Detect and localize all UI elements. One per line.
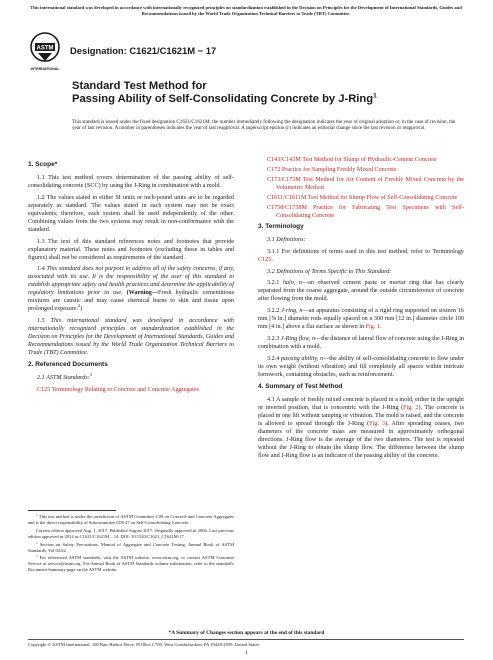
copyright-line: Copyright © ASTM International, 100 Barr Harbor Drive, PO Box C700, West Conshohocken, PA 19428-2959. United States [28,639,464,647]
para-2-1: 2.1 ASTM Standards:$^3$ [37,371,92,381]
para-1-2: 1.2 The values stated in either SI units or inch-pound units are to be regarded separately as standard. The values stated in each system may not be exact equivalents; therefore, each system shall be used independently of the other. Combining values from the two systems may result in non-conformance with the standard. [28,194,234,233]
svg-text:INTERNATIONAL: INTERNATIONAL [30,67,60,71]
page-number: 1 [245,650,248,656]
fig-3-link[interactable]: Fig. 3 [369,420,386,427]
footnotes [28,514,234,575]
terminology-heading: 3. Terminology [258,223,304,230]
para-1-3: 1.3 The text of this standard references notes and footnotes that provide explanatory material. These notes and footnotes (excluding those in tables and figures) shall not be considered as requirements of the standard. [28,238,234,261]
designation: Designation: C1621/C1621M − 17 [70,45,217,56]
para-3-2-2: 3.2.2 J-ring, n—an apparatus consisting of a rigid ring supported on sixteen 16 mm [⅝ in.] diameter rods equally spaced on a 300 mm [12 in.] diameter circle 100 mm [4 in.] above a flat surface as shown in Fig. 1. [258,308,464,331]
para-4-1: 4.1 A sample of freshly mixed concrete is placed in a mold, either in the upright or inverted position, that is concentric with the J-Ring (Fig. 2). The concrete is placed in one lift without tamping or vibration. The mold is raised, and the concrete is allowed to spread through the J-Ring (Fig. 3). After spreading ceases, two diameters of the concrete mass are measured in approximately orthogonal directions. J-Ring flow is the average of the two diameters. The test is repeated without the J-Ring to obtain the slump flow. The difference between the slump flow and J-Ring flow is an indicator of the passing ability of the concrete. [258,396,465,459]
summary-of-changes-note: *A Summary of Changes section appears at the end of this standard [168,630,325,636]
fig-1-link[interactable]: Fig. 1 [365,324,380,331]
footnote-1b: Current edition approved Aug. 1, 2017. Published August 2017. Originally approved in 2006. Last previous edition approved in 2014 as C1621/C1621M – 14. DOI: 10.1520/C1621_C1621M-17. [28,527,234,539]
title-line-1: Standard Test Method for [72,80,207,92]
para-1-1: 1.1 This test method covers determination of the passing ability of self-consolidating concrete (SCC) by using the J-Ring in combination with a mold. [28,175,234,189]
para-3-2-3: 3.2.3 J-Ring flow, n—the distance of lateral flow of concrete using the J-Ring in combination with a mold. [258,335,464,350]
top-notice: This international standard was developed in accordance with internationally recognized principles on standardization established in the Decision on Principles for the Development of International Standards, Guides and Recommendations issued by the World Trade Organization Technical Barriers to Trade (TBT) Committee. [30,5,462,16]
document-title [72,80,432,106]
footnote-3: $^3$ For referenced ASTM standards, visit the ASTM website, www.astm.org, or contact ASTM Customer Service at service@astm.org. For Annual Book of ASTM Standards volume information, refer to the standard's Document Summary page on the ASTM website. [28,553,234,573]
para-3-1-1: 3.1.1 For definitions of terms used in this test method, refer to Terminology C125. [258,248,464,263]
para-1-4: 1.4 This standard does not purport to address all of the safety concerns, if any, associated with its use. It is the responsibility of the user of this standard to establish appropriate safety and health practices and determine the applicability of regulatory limitations prior to use. (Warning—Fresh hydraulic cementitious mixtures are caustic and may cause chemical burns to skin and tissue upon prolonged exposure.$^2$) [28,266,234,313]
title-line-2: Passing Ability of Self-Consolidating Concrete by J-Ring$^1$ [72,92,377,105]
astm-logo [28,31,62,73]
right-column [258,156,464,463]
refs-heading: 2. Referenced Documents [28,360,108,368]
para-1-5: 1.5 This international standard was developed in accordance with internationally recognized principles on standardization established in the Decision on Principles for the Development of International Standards, Guides and Recommendations issued by the World Trade Organization Technical Barriers to Trade (TBT) Committee. [28,318,234,357]
ref-c125-inline[interactable]: C125 [258,256,272,263]
left-column [28,158,234,396]
para-3-2: 3.2 Definitions of Terms Specific to This Standard: [267,268,392,275]
para-3-2-1: 3.2.1 halo, n—an observed cement paste or mortar ring that has clearly separated from the coarse aggregate, around the outside circumference of concrete after flowing from the mold. [258,280,464,303]
ref-c1758[interactable]: C1758/C1758M Practice for Fabricating Test Specimens with Self-Consolidating Concrete [267,205,464,219]
summary-heading: 4. Summary of Test Method [258,382,343,390]
ref-c125[interactable]: C125 Terminology Relating to Concrete and Concrete Aggregates [37,386,199,393]
ref-c125-link[interactable]: C125 [37,386,51,393]
para-3-1: 3.1 Definitions: [267,237,306,243]
ref-c1611[interactable]: C1611/C1611M Test Method for Slump Flow of Self-Consolidating Concrete [267,195,458,201]
footnote-separator [28,510,116,511]
ref-c143[interactable]: C143/C143M Test Method for Slump of Hydraulic-Cement Concrete [267,157,437,163]
svg-text:ASTM: ASTM [36,45,54,52]
issued-note: This standard is issued under the fixed designation C1621/C1621M; the number immediately following the designation indicates the year of original adoption or, in the case of revision, the year of last revision. A number in parentheses indicates the year of last reapproval. A superscript epsilon (ε) indicates an editorial change since the last revision or reapproval. [72,119,456,132]
ref-c173[interactable]: C173/C173M Test Method for Air Content of Freshly Mixed Concrete by the Volumetric Method [267,177,464,191]
para-3-2-4: 3.2.4 passing ability, n—the ability of self-consolidating concrete to flow under its own weight (without vibration) and fill completely all spaces within intricate formwork, containing obstacles, such as reinforcement. [258,355,465,378]
ref-c172[interactable]: C172 Practice for Sampling Freshly Mixed Concrete [267,167,397,173]
footnote-1: $^1$ This test method is under the jurisdiction of ASTM Committee C09 on Concrete and Concrete Aggregates and is the direct responsibility of Subcommittee C09.47 on Self-Consolidating Concrete. [28,512,234,525]
scope-heading: 1. Scope* [28,161,58,168]
fig-2-link[interactable]: Fig. 2 [403,404,419,411]
footnote-2: $^2$ Section on Safety Precautions, Manual of Aggregate and Concrete Testing, Annual Book of ASTM Standards, Vol 04.02. [28,540,234,553]
